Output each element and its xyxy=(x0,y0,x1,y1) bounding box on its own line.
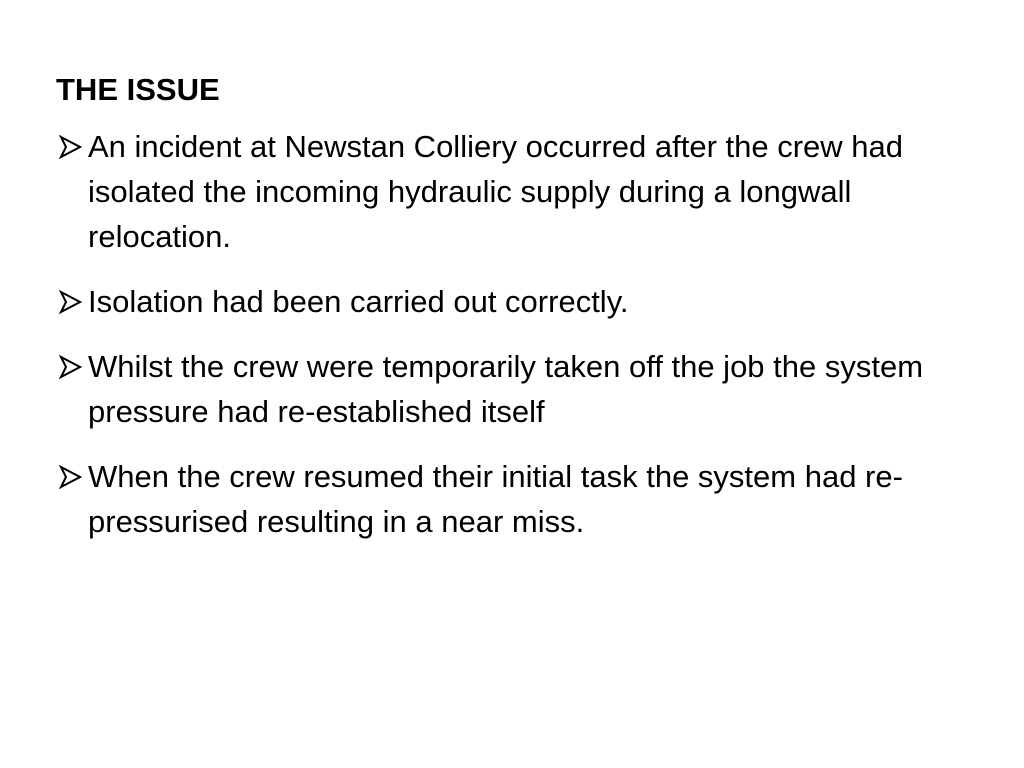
bullet-text: When the crew resumed their initial task the system had re-pressurised resulting in a near miss. xyxy=(88,459,903,539)
arrowhead-bullet-icon xyxy=(58,135,82,159)
bullet-item xyxy=(56,124,986,259)
arrowhead-bullet-icon xyxy=(58,465,82,489)
bullet-text: Isolation had been carried out correctly. xyxy=(88,284,629,319)
bullet-item xyxy=(56,344,986,434)
bullet-text: Whilst the crew were temporarily taken off the job the system pressure had re-established itself xyxy=(88,349,924,429)
slide-heading: THE ISSUE xyxy=(56,72,220,107)
bullet-text: An incident at Newstan Colliery occurred after the crew had isolated the incoming hydraulic supply during a longwall relocation. xyxy=(88,129,904,254)
arrowhead-bullet-icon xyxy=(58,290,82,314)
bullet-item xyxy=(56,454,986,544)
bullet-list xyxy=(56,124,986,564)
bullet-item xyxy=(56,279,986,324)
arrowhead-bullet-icon xyxy=(58,355,82,379)
